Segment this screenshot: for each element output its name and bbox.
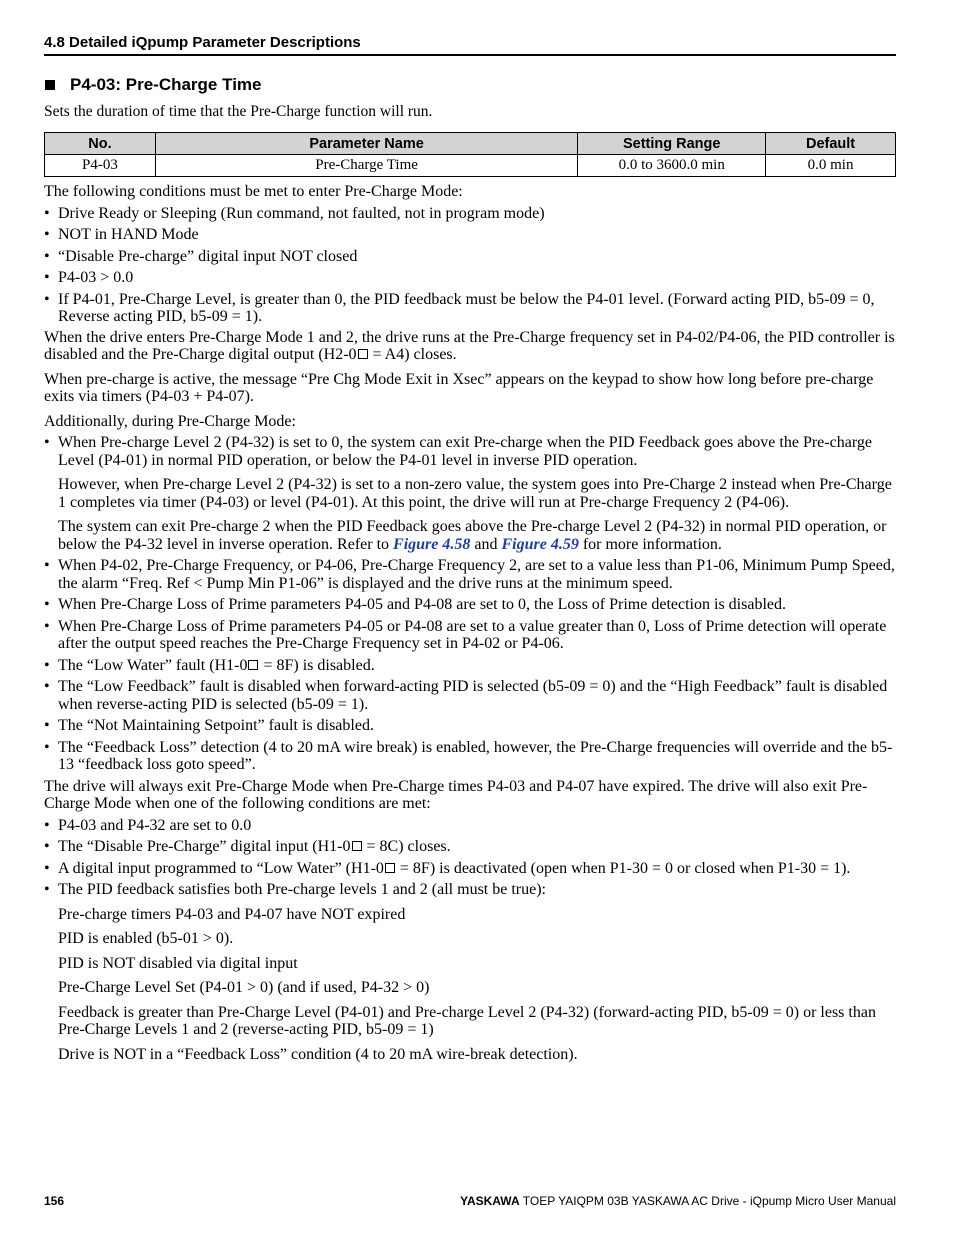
parameter-table: [44, 132, 896, 177]
list-item: • The “Not Maintaining Setpoint” fault is disabled.: [44, 717, 374, 734]
active-paragraph: When pre-charge is active, the message “Pre Chg Mode Exit in Xsec” appears on the keypad to show how long before pre-charge exits via timers (P4-03 + P4-07).: [44, 370, 874, 405]
footer-doc-text: TOEP YAIQPM 03B YASKAWA AC Drive - iQpump Micro User Manual: [519, 1194, 896, 1208]
sub-condition: PID is NOT disabled via digital input: [58, 954, 298, 972]
bullet-icon: •: [44, 247, 50, 265]
cell-setting-range: 0.0 to 3600.0 min: [578, 155, 766, 177]
bullet-icon: •: [44, 738, 50, 756]
parameter-description: Sets the duration of time that the Pre-Charge function will run.: [44, 103, 433, 120]
list-item: • P4-03 and P4-32 are set to 0.0: [44, 816, 252, 834]
sub-condition: PID is enabled (b5-01 > 0).: [58, 930, 234, 947]
body-text: [44, 183, 897, 1070]
bullet-icon: •: [44, 717, 50, 734]
bullet-icon: •: [44, 838, 50, 855]
parameter-heading: [44, 75, 261, 95]
bullet-icon: •: [44, 656, 50, 674]
cell-parameter-name: Pre-Charge Time: [155, 155, 577, 177]
indented-paragraph: However, when Pre-charge Level 2 (P4-32) is set to a non-zero value, the system goes into Pre-Charge 2 instead when Pre-Charge 1 completes via timer (P4-03) or level (P4-01). At this point, the drive will run at Pre-charge Frequency 2 (P4-06).: [58, 476, 892, 511]
list-item: • A digital input programmed to “Low Water” (H1-0 = 8F) is deactivated (open when P1-30 = 0 or closed when P1-30 = 1).: [44, 859, 851, 877]
placeholder-box-icon: [385, 863, 395, 873]
enter-conditions-intro: The following conditions must be met to enter Pre-Charge Mode:: [44, 183, 463, 200]
list-item: • The “Low Water” fault (H1-0 = 8F) is disabled.: [44, 656, 375, 674]
bullet-icon: •: [44, 226, 50, 243]
figure-link-4-58[interactable]: Figure 4.58: [393, 535, 471, 553]
list-item: • “Disable Pre-charge” digital input NOT closed: [44, 247, 358, 265]
placeholder-box-icon: [352, 841, 362, 851]
list-item: • NOT in HAND Mode: [44, 226, 199, 243]
column-header-default: Default: [766, 133, 896, 155]
column-header-no: No.: [45, 133, 156, 155]
list-item: • Drive Ready or Sleeping (Run command, not faulted, not in program mode): [44, 204, 545, 222]
figure-link-4-59[interactable]: Figure 4.59: [501, 535, 579, 553]
table-header-row: [45, 133, 896, 155]
list-item: • The PID feedback satisfies both Pre-charge levels 1 and 2 (all must be true):: [44, 881, 546, 898]
bullet-icon: •: [44, 678, 50, 695]
bullet-icon: •: [44, 557, 50, 574]
list-item: • When Pre-Charge Loss of Prime parameters P4-05 and P4-08 are set to 0, the Loss of Prime detection is disabled.: [44, 596, 786, 613]
footer-document-title: [460, 1194, 896, 1208]
during-intro: Additionally, during Pre-Charge Mode:: [44, 412, 296, 430]
list-item: • The “Feedback Loss” detection (4 to 20 mA wire break) is enabled, however, the Pre-Charge frequencies will override and the b5-13 “feedback loss goto speed”.: [44, 738, 893, 773]
list-item: • When Pre-Charge Loss of Prime parameters P4-05 or P4-08 are set to a value greater than 0, Loss of Prime detection will operate after the output speed reaches the Pre-Charge Frequency set in P4-02 or P4-06.: [44, 617, 887, 652]
footer-brand: YASKAWA: [460, 1194, 520, 1208]
sub-condition: Drive is NOT in a “Feedback Loss” condition (4 to 20 mA wire-break detection).: [58, 1045, 578, 1063]
indented-paragraph: The system can exit Pre-charge 2 when the PID Feedback goes above the Pre-charge Level 2 (P4-32) in normal PID operation, or below the P4-32 level in inverse operation. Refer to Figure 4.58 and Figure 4.59 for more information.: [58, 518, 887, 553]
list-item: • When P4-02, Pre-Charge Frequency, or P4-06, Pre-Charge Frequency 2, are set to a value less than P1-06, Minimum Pump Speed, the alarm “Freq. Ref < Pump Min P1-06” is displayed and the drive runs at the minimum speed.: [44, 557, 895, 592]
sub-condition: Feedback is greater than Pre-Charge Level (P4-01) and Pre-charge Level 2 (P4-32) (forward-acting PID, b5-09 = 0) or less than Pre-Charge Levels 1 and 2 (reverse-acting PID, b5-09 = 1): [58, 1003, 876, 1038]
bullet-icon: •: [44, 596, 50, 613]
bullet-icon: •: [44, 290, 50, 308]
list-item: • If P4-01, Pre-Charge Level, is greater than 0, the PID feedback must be below the P4-01 level. (Forward acting PID, b5-09 = 0, Reverse acting PID, b5-09 = 1).: [44, 290, 875, 325]
cell-default: 0.0 min: [766, 155, 896, 177]
exit-paragraph: The drive will always exit Pre-Charge Mode when Pre-Charge times P4-03 and P4-07 have expired. The drive will also exit Pre-Charge Mode when one of the following conditions are met:: [44, 777, 868, 812]
column-header-parameter-name: Parameter Name: [155, 133, 577, 155]
placeholder-box-icon: [358, 349, 368, 359]
sub-condition: Pre-charge timers P4-03 and P4-07 have NOT expired: [58, 905, 406, 923]
square-bullet-icon: [45, 80, 55, 90]
bullet-icon: •: [44, 816, 50, 834]
sub-condition: Pre-Charge Level Set (P4-01 > 0) (and if used, P4-32 > 0): [58, 979, 430, 996]
column-header-setting-range: Setting Range: [578, 133, 766, 155]
cell-no: P4-03: [45, 155, 156, 177]
list-item: • The “Disable Pre-Charge” digital input (H1-0 = 8C) closes.: [44, 838, 451, 855]
mode-paragraph: When the drive enters Pre-Charge Mode 1 and 2, the drive runs at the Pre-Charge frequency set in P4-02/P4-06, the PID controller is disabled and the Pre-Charge digital output (H2-0 = A4) closes.: [44, 328, 895, 363]
header-rule: [44, 54, 896, 56]
bullet-icon: •: [44, 269, 50, 286]
bullet-icon: •: [44, 859, 50, 877]
bullet-icon: •: [44, 881, 50, 898]
placeholder-box-icon: [248, 660, 258, 670]
section-header: 4.8 Detailed iQpump Parameter Descriptions: [44, 34, 361, 51]
list-item: • The “Low Feedback” fault is disabled when forward-acting PID is selected (b5-09 = 0) and the “High Feedback” fault is disabled when reverse-acting PID is selected (b5-09 = 1).: [44, 678, 888, 713]
list-item: • When Pre-charge Level 2 (P4-32) is set to 0, the system can exit Pre-charge when the PID Feedback goes above the Pre-charge Level (P4-01) in normal PID operation, or below the P4-01 level in inverse PID operation.: [44, 434, 872, 469]
list-item: • P4-03 > 0.0: [44, 269, 134, 286]
bullet-icon: •: [44, 434, 50, 451]
page-number: 156: [44, 1194, 65, 1208]
bullet-icon: •: [44, 204, 50, 222]
table-row: [45, 155, 896, 177]
bullet-icon: •: [44, 617, 50, 635]
parameter-heading-text: P4-03: Pre-Charge Time: [70, 75, 262, 94]
